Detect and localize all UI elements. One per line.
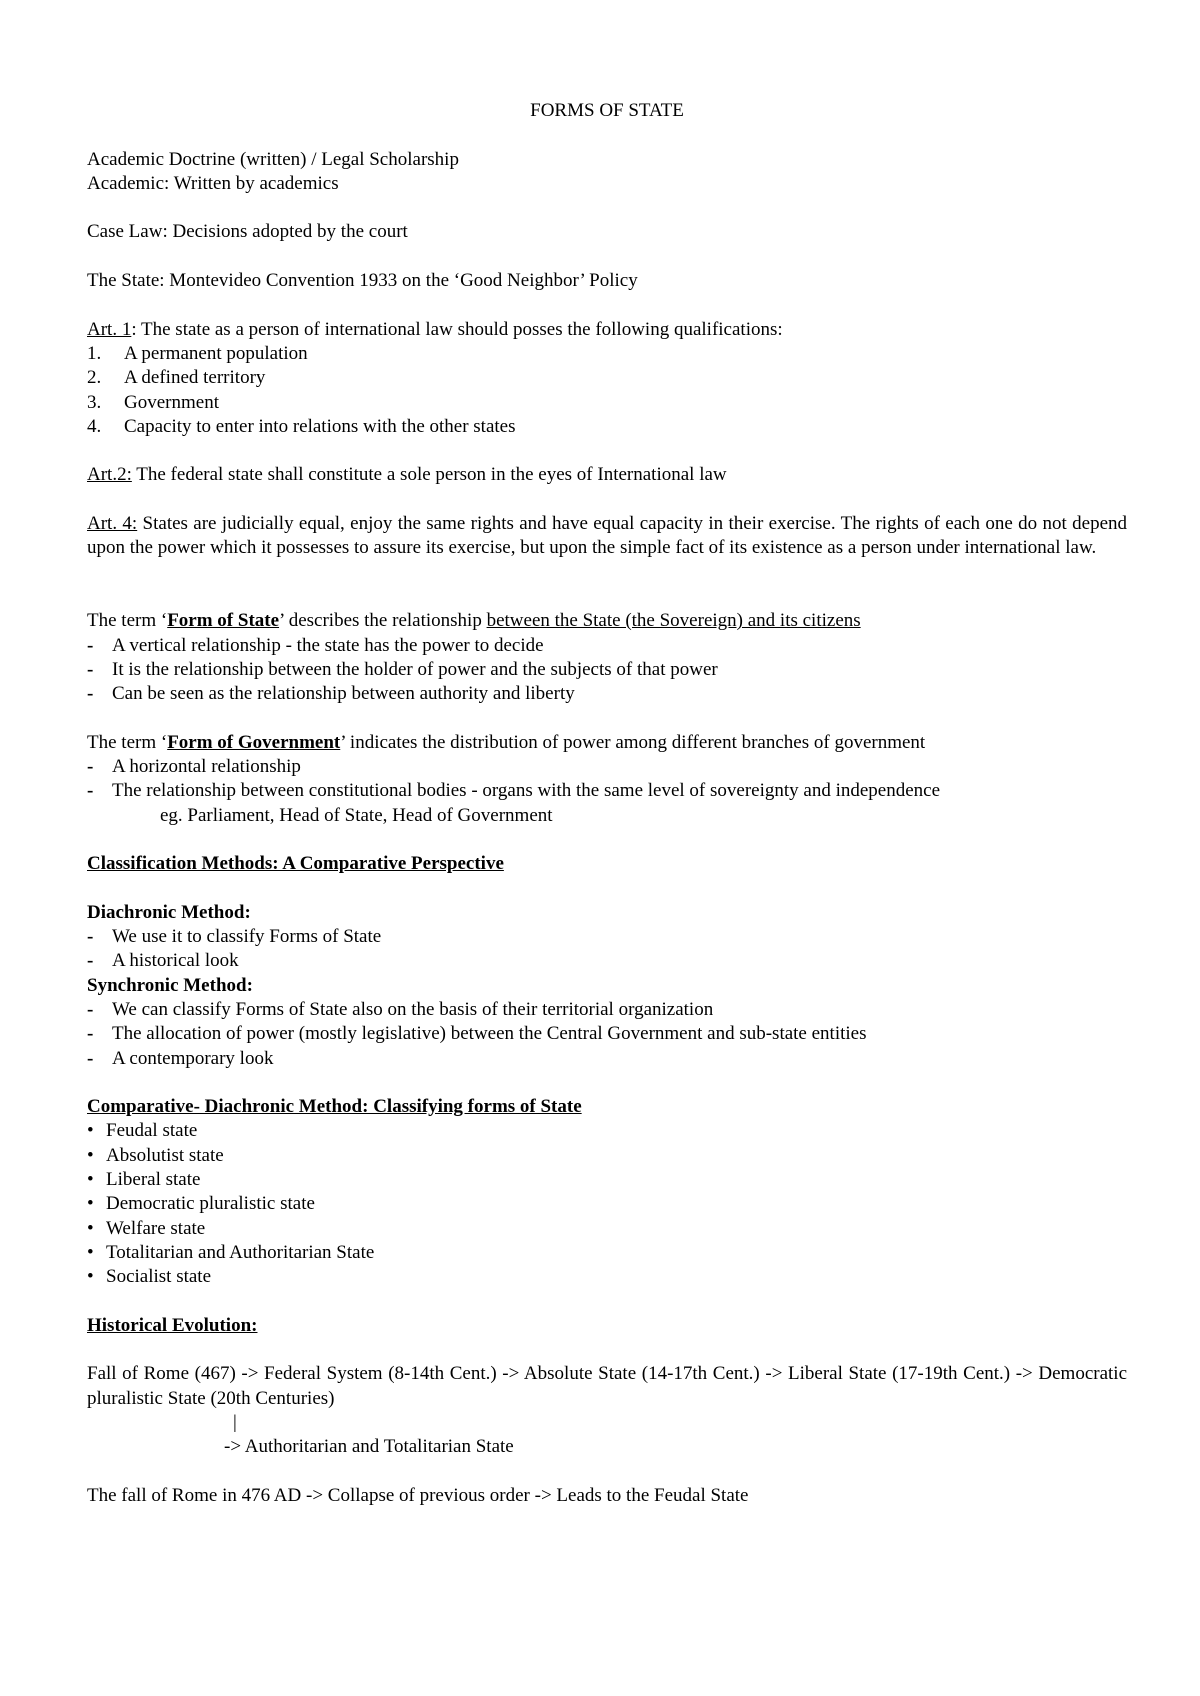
synchronic-bullets <box>87 998 1127 1071</box>
document-body <box>87 99 1127 1508</box>
art4-label: Art. 4: <box>87 513 138 535</box>
case-law-line: Case Law: Decisions adopted by the court <box>87 221 408 243</box>
form-of-state-definition: The term ‘Form of State’ describes the relationship between the State (the Sovereign) and its citizens <box>87 610 861 632</box>
art2-paragraph <box>87 463 1127 487</box>
doctrine-line: Academic: Written by academics <box>87 172 339 194</box>
list-item: • Absolutist state <box>87 1144 224 1166</box>
list-item: - A contemporary look <box>87 1047 274 1069</box>
historical-heading: Historical Evolution: <box>87 1314 258 1336</box>
form-of-government-definition: The term ‘Form of Government’ indicates the distribution of power among different branches of government <box>87 731 926 753</box>
list-item: - A vertical relationship - the state has the power to decide <box>87 634 544 656</box>
state-intro-line: The State: Montevideo Convention 1933 on the ‘Good Neighbor’ Policy <box>87 270 638 292</box>
art1-label: Art. 1 <box>87 318 132 340</box>
art2-label: Art.2: <box>87 464 132 486</box>
list-item: 1. A permanent population <box>87 342 308 364</box>
historical-timeline: Fall of Rome (467) -> Federal System (8-14th Cent.) -> Absolute State (14-17th Cent.) -> Liberal State (17-19th Cent.) -> Democratic pluralistic State (20th Centuries) <box>87 1363 1127 1409</box>
art1-list <box>87 342 1127 439</box>
list-item: • Welfare state <box>87 1217 206 1239</box>
form-of-government-bullets <box>87 755 1127 804</box>
art2-text: The federal state shall constitute a sole person in the eyes of International law <box>131 464 727 486</box>
list-item: • Socialist state <box>87 1266 212 1288</box>
list-item: - Can be seen as the relationship between authority and liberty <box>87 683 575 705</box>
list-item: • Liberal state <box>87 1169 201 1191</box>
timeline-branch: -> Authoritarian and Totalitarian State <box>224 1436 514 1458</box>
synchronic-title: Synchronic Method: <box>87 974 253 996</box>
list-item: 3. Government <box>87 391 219 413</box>
comparative-heading: Comparative- Diachronic Method: Classifying forms of State <box>87 1096 582 1118</box>
list-item: • Feudal state <box>87 1120 198 1142</box>
classification-heading: Classification Methods: A Comparative Perspective <box>87 853 504 875</box>
art1-paragraph <box>87 318 1127 342</box>
government-example: eg. Parliament, Head of State, Head of Government <box>160 804 553 826</box>
list-item: - It is the relationship between the holder of power and the subjects of that power <box>87 658 718 680</box>
list-item: - The allocation of power (mostly legislative) between the Central Government and sub-state entities <box>87 1023 867 1045</box>
form-of-state-relation: between the State (the Sovereign) and its citizens <box>486 610 861 632</box>
diachronic-bullets <box>87 925 1127 974</box>
form-of-government-term: Form of Government <box>167 731 341 753</box>
form-of-state-term: Form of State <box>167 610 280 632</box>
list-item: 4. Capacity to enter into relations with the other states <box>87 415 516 437</box>
fall-of-rome-line: The fall of Rome in 476 AD -> Collapse of previous order -> Leads to the Feudal State <box>87 1484 749 1506</box>
doctrine-line: Academic Doctrine (written) / Legal Scholarship <box>87 148 459 170</box>
list-item: - The relationship between constitutional bodies - organs with the same level of sovereignty and independence <box>87 780 941 802</box>
timeline-branch-bar: | <box>233 1412 237 1434</box>
forms-of-state-list <box>87 1119 1127 1289</box>
list-item: - We use it to classify Forms of State <box>87 926 382 948</box>
list-item: • Totalitarian and Authoritarian State <box>87 1241 375 1263</box>
list-item: • Democratic pluralistic state <box>87 1193 315 1215</box>
list-item: - We can classify Forms of State also on the basis of their territorial organization <box>87 998 714 1020</box>
list-item: 2. A defined territory <box>87 367 266 389</box>
art4-text: States are judicially equal, enjoy the same rights and have equal capacity in their exercise. The rights of each one do not depend upon the power which it possesses to assure its exercise, but upon the simple fact of its existence as a person under international law. <box>87 513 1128 559</box>
form-of-state-bullets <box>87 634 1127 707</box>
art4-paragraph <box>87 512 1127 561</box>
page-title: FORMS OF STATE <box>530 100 684 121</box>
art1-text: : The state as a person of international law should posses the following qualifications: <box>131 318 783 340</box>
list-item: - A historical look <box>87 950 239 972</box>
diachronic-title: Diachronic Method: <box>87 901 251 923</box>
list-item: - A horizontal relationship <box>87 756 301 778</box>
